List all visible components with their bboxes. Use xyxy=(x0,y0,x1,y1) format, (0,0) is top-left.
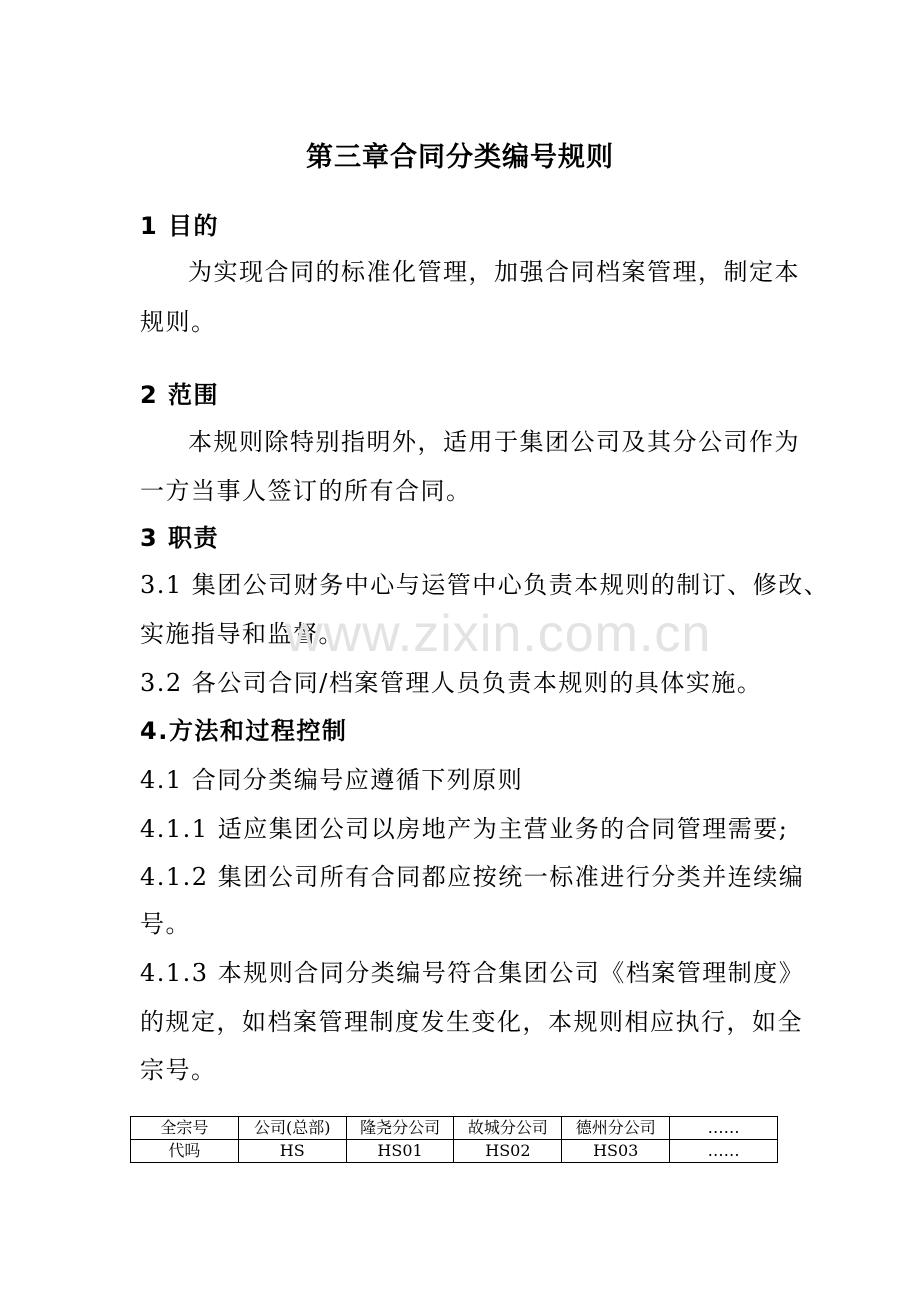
method-4-1-3-line-2: 的规定，如档案管理制度发生变化，本规则相应执行，如全 xyxy=(140,1008,803,1036)
table-row xyxy=(131,1117,778,1140)
table-cell: 代吗 xyxy=(131,1140,239,1163)
table-row xyxy=(131,1140,778,1163)
table-cell: 全宗号 xyxy=(131,1117,239,1140)
chapter-title: 第三章合同分类编号规则 xyxy=(306,142,614,173)
table-cell: HS03 xyxy=(562,1140,670,1163)
section-heading-purpose: 1 目的 xyxy=(140,212,220,240)
section-heading-method: 4.方法和过程控制 xyxy=(140,717,348,745)
paragraph-purpose-line-1: 为实现合同的标准化管理，加强合同档案管理，制定本 xyxy=(188,258,800,286)
method-4-1: 4.1 合同分类编号应遵循下列原则 xyxy=(140,766,524,794)
method-4-1-1: 4.1.1 适应集团公司以房地产为主营业务的合同管理需要; xyxy=(140,815,789,843)
section-heading-scope: 2 范围 xyxy=(140,381,220,409)
paragraph-purpose-line-2: 规则。 xyxy=(140,308,217,336)
table-cell: 故城分公司 xyxy=(454,1117,562,1140)
table-cell: 德州分公司 xyxy=(562,1117,670,1140)
table-cell: HS01 xyxy=(346,1140,454,1163)
table-cell: …… xyxy=(670,1140,778,1163)
archive-code-table xyxy=(130,1116,778,1163)
paragraph-scope-line-1: 本规则除特别指明外，适用于集团公司及其分公司作为 xyxy=(188,428,800,456)
section-heading-duties: 3 职责 xyxy=(140,524,220,552)
table-cell: HS02 xyxy=(454,1140,562,1163)
paragraph-scope-line-2: 一方当事人签订的所有合同。 xyxy=(140,477,472,505)
table-cell: 公司(总部) xyxy=(238,1117,346,1140)
watermark: www.zixin.com.cn xyxy=(285,605,712,663)
table-cell: HS xyxy=(238,1140,346,1163)
duties-item-1-line-1: 3.1 集团公司财务中心与运管中心负责本规则的制订、修改、 xyxy=(140,571,830,599)
method-4-1-3-line-3: 宗号。 xyxy=(140,1056,217,1084)
duties-item-2: 3.2 各公司合同/档案管理人员负责本规则的具体实施。 xyxy=(140,669,763,697)
method-4-1-2-line-2: 号。 xyxy=(140,910,191,938)
method-4-1-3-line-1: 4.1.3 本规则合同分类编号符合集团公司《档案管理制度》 xyxy=(140,959,805,987)
table-cell: 隆尧分公司 xyxy=(346,1117,454,1140)
table-cell: …… xyxy=(670,1117,778,1140)
duties-item-1-line-2: 实施指导和监督。 xyxy=(140,620,344,648)
method-4-1-2-line-1: 4.1.2 集团公司所有合同都应按统一标准进行分类并连续编 xyxy=(140,863,805,891)
